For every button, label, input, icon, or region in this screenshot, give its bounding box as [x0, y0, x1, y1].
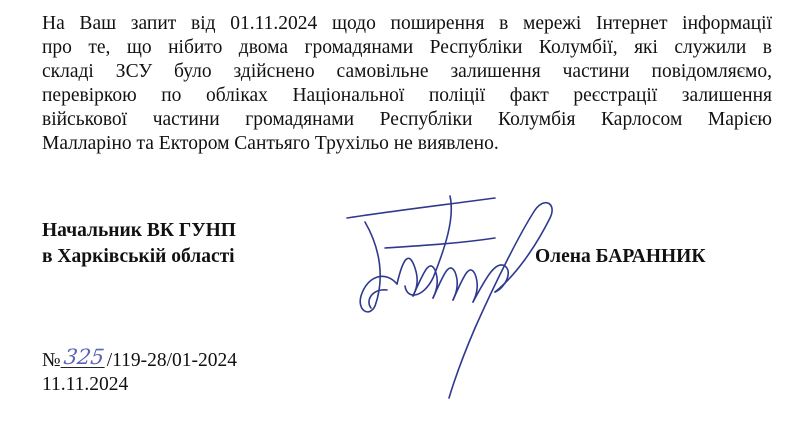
handwritten-signature [345, 188, 570, 408]
handwritten-number: 325 [61, 345, 106, 369]
position-region: в Харківській області [42, 246, 235, 267]
paragraph-line: про те, що нібито двома громадянами Республіки Колумбії, які служили в [42, 37, 772, 58]
signatory-name: Олена БАРАННИК [535, 246, 706, 267]
paragraph-line: Малларіно та Ектором Сантьяго Трухільо не виявлено. [42, 133, 499, 154]
paragraph-line: складі ЗСУ було здійснено самовільне залишення частини повідомляємо, [42, 61, 772, 82]
letter-paragraph [42, 12, 772, 156]
signatory-position [42, 218, 236, 270]
paragraph-line: На Ваш запит від 01.11.2024 щодо поширення в мережі Інтернет інформації [42, 13, 772, 34]
registration-block [42, 345, 238, 397]
position-title: Начальник ВК ГУНП [42, 220, 236, 241]
number-sign: № [42, 350, 61, 371]
paragraph-line: військової частини громадянами Республіки Колумбія Карлосом Марією [42, 109, 772, 130]
number-suffix: /119-28/01-2024 [106, 350, 238, 371]
registration-date: 11.11.2024 [42, 374, 129, 395]
registration-number [42, 345, 238, 373]
paragraph-line: перевіркою по обліках Національної поліції факт реєстрації залишення [42, 85, 772, 106]
